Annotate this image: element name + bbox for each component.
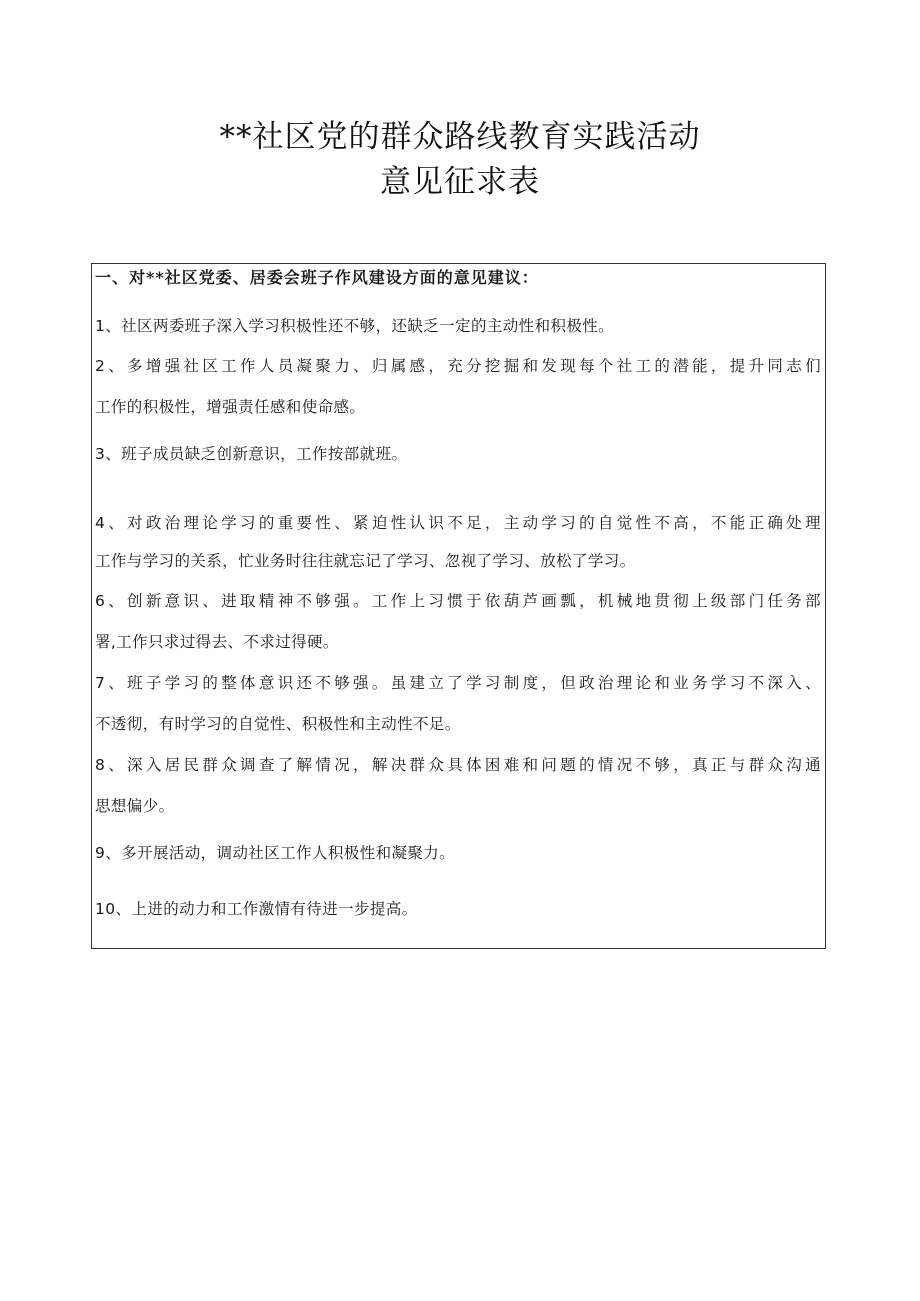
opinion-form-box [91,263,826,949]
opinion-item-7-line2: 不透彻，有时学习的自觉性、积极性和主动性不足。 [95,715,461,733]
opinion-item-7-line1: 7、班子学习的整体意识还不够强。虽建立了学习制度，但政治理论和业务学习不深入、 [95,674,821,692]
document-subtitle: 意见征求表 [380,164,540,200]
opinion-item-2-line2: 工作的积极性，增强责任感和使命感。 [95,398,366,416]
opinion-item-8-line2: 思想偏少。 [95,797,175,815]
opinion-item-9: 9、多开展活动，调动社区工作人积极性和凝聚力。 [95,844,456,862]
opinion-item-6-line2: 署,工作只求过得去、不求过得硬。 [95,633,339,651]
opinion-item-3: 3、班子成员缺乏创新意识，工作按部就班。 [95,445,408,463]
opinion-item-4-line1: 4、对政治理论学习的重要性、紧迫性认识不足，主动学习的自觉性不高，不能正确处理 [95,514,821,532]
opinion-item-6-line1: 6、创新意识、进取精神不够强。工作上习惯于依葫芦画瓢，机械地贯彻上级部门任务部 [95,592,821,610]
form-heading: 一、对**社区党委、居委会班子作风建设方面的意见建议： [95,268,539,287]
opinion-item-10: 10、上进的动力和工作激情有待进一步提高。 [95,900,418,918]
opinion-item-4-line2: 工作与学习的关系，忙业务时往往就忘记了学习、忽视了学习、放松了学习。 [95,552,636,570]
document-title: **社区党的群众路线教育实践活动 [219,119,701,155]
opinion-item-2-line1: 2、多增强社区工作人员凝聚力、归属感，充分挖掘和发现每个社工的潜能，提升同志们 [95,357,821,375]
opinion-item-8-line1: 8、深入居民群众调查了解情况，解决群众具体困难和问题的情况不够，真正与群众沟通 [95,756,821,774]
opinion-item-1: 1、社区两委班子深入学习积极性还不够，还缺乏一定的主动性和积极性。 [95,317,615,335]
